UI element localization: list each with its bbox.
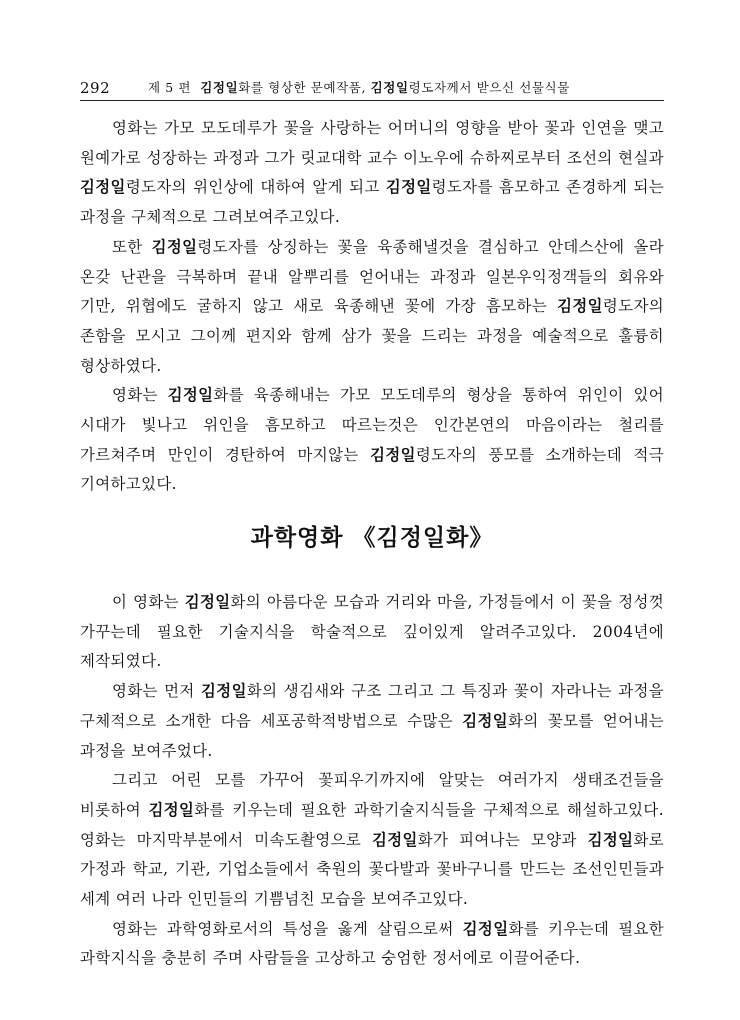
leader-name: 김정일 bbox=[201, 682, 247, 701]
text-run: 영화는 bbox=[112, 386, 168, 405]
paragraph bbox=[80, 114, 664, 233]
text-run: 또한 bbox=[112, 237, 152, 256]
leader-name: 김정일 bbox=[370, 445, 416, 464]
text-run: 령도자를 흠모하고 존경하게 되는 과정을 구체적으로 그려보여주고있다. bbox=[80, 178, 664, 227]
leader-name: 김정일 bbox=[385, 178, 432, 197]
text-run: 화로 가정과 학교, 기관, 기업소들에서 축원의 꽃다발과 꽃바구니를 만드는 조선인민들과 세계 여러 나라 인민들의 기쁨넘친 모습을 보여주고있다. bbox=[80, 830, 664, 909]
section-science-film bbox=[80, 588, 664, 974]
text-run: 화를 키우는데 필요한 과학지식을 충분히 주며 사람들을 고상하고 숭엄한 정서에로 이끌어준다. bbox=[80, 919, 664, 968]
text-run: 화가 피여나는 모양과 bbox=[417, 830, 588, 849]
chapter-title bbox=[148, 76, 570, 100]
paragraph bbox=[80, 233, 664, 382]
header-name-1: 김정일 bbox=[200, 80, 239, 95]
page-number: 292 bbox=[80, 79, 111, 97]
text-run: 화의 꽃모를 얻어내는 과정을 보여주었다. bbox=[80, 711, 664, 760]
leader-name: 김정일 bbox=[462, 711, 509, 730]
leader-name: 김정일 bbox=[148, 800, 195, 819]
text-run: 영화는 가모 모도데루가 꽃을 사랑하는 어머니의 영향을 받아 꽃과 인연을 맺고 원예가로 성장하는 과정과 그가 릿교대학 교수 이노우에 슈하찌로부터 조선의 현실과 bbox=[80, 119, 664, 167]
paragraph bbox=[80, 915, 664, 974]
text-run: 령도자를 상징하는 꽃을 육종해낼것을 결심하고 안데스산에 올라 온갖 난관을 극복하며 끝내 알뿌리를 얻어내는 과정과 일본우익정객들의 회유와 기만, 위협에도 굴하지 않고 새로 육종해낸 꽃에 가장 흠모하는 bbox=[80, 237, 665, 316]
header-part-1: 화를 형상한 문예작품, bbox=[238, 80, 367, 95]
running-header bbox=[80, 76, 664, 101]
leader-name: 김정일 bbox=[151, 237, 198, 256]
leader-name: 김정일 bbox=[167, 386, 214, 405]
text-run: 화의 아름다운 모습과 거리와 마을, 가정들에서 이 꽃을 정성껏 가꾸는데 필요한 기술지식을 학술적으로 깊이있게 알려주고있다. 2004년에 제작되였다. bbox=[80, 593, 664, 671]
paragraph bbox=[80, 766, 664, 915]
text-run: 영화는 먼저 bbox=[112, 682, 202, 701]
section-heading: 과학영화 《김정일화》 bbox=[250, 525, 494, 551]
text-run: 그리고 어린 모를 가꾸어 꽃피우기까지에 알맞는 여러가지 생태조건들을 비롯하여 bbox=[80, 771, 664, 819]
paragraph bbox=[80, 677, 664, 766]
chapter-label: 제 5 편 bbox=[148, 80, 192, 95]
leader-name: 김정일 bbox=[371, 830, 418, 849]
text-run: 령도자의 위인상에 대하여 알게 되고 bbox=[125, 178, 386, 197]
leader-name: 김정일 bbox=[587, 830, 634, 849]
document-page bbox=[80, 0, 664, 1020]
leader-name: 김정일 bbox=[557, 297, 603, 316]
leader-name: 김정일 bbox=[80, 178, 126, 197]
header-name-2: 김정일 bbox=[370, 80, 409, 95]
text-run: 이 영화는 bbox=[112, 593, 185, 611]
text-run: 령도자의 존함을 모시고 그이께 편지와 함께 삼가 꽃을 드리는 과정을 예술적으로 훌륭히 형상하였다. bbox=[80, 297, 664, 375]
paragraph bbox=[80, 588, 664, 677]
text-run: 령도자의 풍모를 소개하는데 적극 기여하고있다. bbox=[80, 445, 665, 494]
leader-name: 김정일 bbox=[462, 919, 509, 938]
text-run: 영화는 과학영화로서의 특성을 옳게 살림으로써 bbox=[112, 919, 463, 938]
text-run: 화의 생김새와 구조 그리고 그 특징과 꽃이 자라나는 과정을 구체적으로 소개한 다음 세포공학적방법으로 수많은 bbox=[80, 682, 664, 730]
section-film-description bbox=[80, 114, 664, 500]
text-run: 화를 키우는데 필요한 과학기술지식들을 구체적으로 해설하고있다. 영화는 마지막부분에서 미속도촬영으로 bbox=[80, 800, 664, 849]
text-run: 화를 육종해내는 가모 모도데루의 형상을 통하여 위인이 있어 시대가 빛나고 위인을 흠모하고 따르는것은 인간본연의 마음이라는 철리를 가르쳐주며 만인이 경탄하여 마지않는 bbox=[80, 386, 664, 464]
header-part-2: 령도자께서 받으신 선물식물 bbox=[408, 80, 570, 95]
paragraph bbox=[80, 381, 664, 500]
leader-name: 김정일 bbox=[184, 593, 231, 611]
